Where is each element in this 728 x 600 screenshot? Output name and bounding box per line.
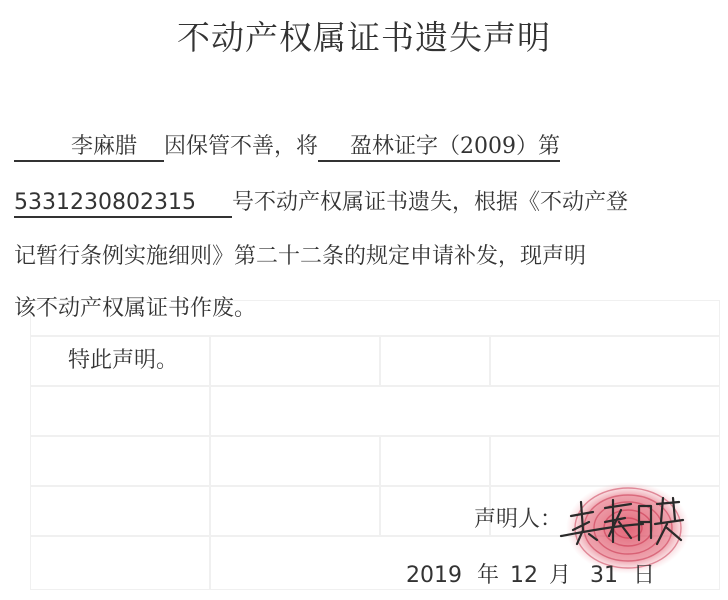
owner-name-field bbox=[14, 134, 164, 162]
date-month-unit: 月 bbox=[549, 563, 572, 588]
body-text-1: 因保管不善，将 bbox=[164, 134, 319, 159]
date-day: 31 bbox=[590, 563, 619, 588]
closing-line: 特此声明。 bbox=[68, 348, 179, 373]
certificate-prefix: 盈林证字（2009）第 bbox=[350, 134, 561, 159]
body-line-1 bbox=[14, 132, 720, 162]
statement-date bbox=[406, 558, 655, 589]
certificate-number: 5331230802315 bbox=[14, 190, 232, 218]
signer-label: 声明人： bbox=[474, 507, 563, 532]
date-year-unit: 年 bbox=[477, 563, 500, 588]
certificate-prefix-field bbox=[318, 134, 560, 162]
body-line-3: 记暂行条例实施细则》第二十二条的规定申请补发，现声明 bbox=[14, 244, 587, 269]
body-text-2: 号不动产权属证书遗失，根据《不动产登 bbox=[232, 190, 629, 215]
body-line-4: 该不动产权属证书作废。 bbox=[14, 296, 257, 321]
statement-title: 不动产权属证书遗失声明 bbox=[177, 18, 551, 57]
owner-name: 李麻腊 bbox=[70, 134, 137, 159]
date-month: 12 bbox=[510, 563, 539, 588]
date-year: 2019 bbox=[406, 563, 462, 588]
date-day-unit: 日 bbox=[633, 563, 656, 588]
body-line-2 bbox=[14, 188, 720, 218]
